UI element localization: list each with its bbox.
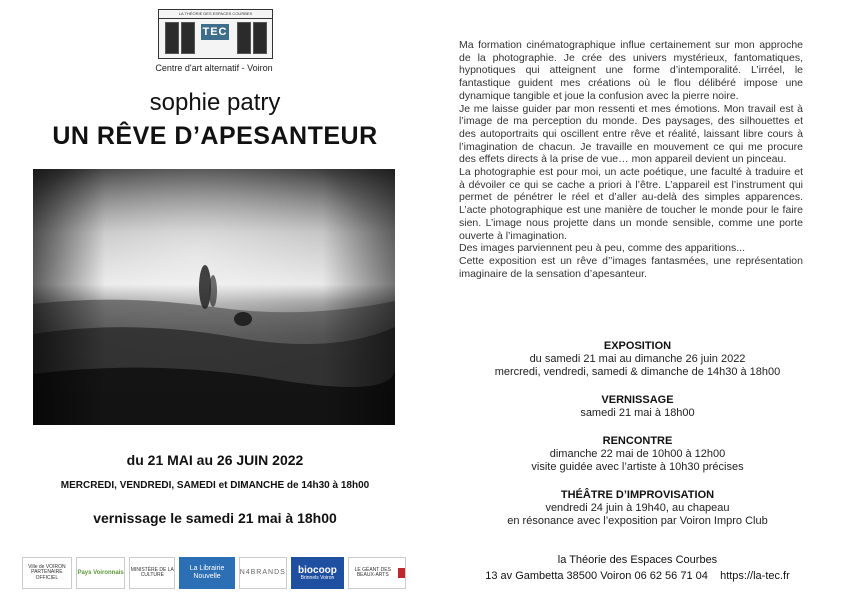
partner-librairie: La Librairie Nouvelle bbox=[179, 557, 235, 589]
logo-band: LA THÉORIE DES ESPACES COURBES bbox=[159, 10, 272, 19]
partner-biocoop bbox=[291, 557, 345, 589]
exhibition-title: UN RÊVE D’APESANTEUR bbox=[52, 122, 378, 150]
biocoop-sub: Brinnels Voiron bbox=[300, 574, 335, 581]
theatre-heading: THÉÂTRE D’IMPROVISATION bbox=[560, 489, 715, 501]
venue-name: la Théorie des Espaces Courbes bbox=[557, 554, 718, 566]
partner-n4brands: N4BRANDS bbox=[239, 557, 287, 589]
theatre-date: vendredi 24 juin à 19h40, au chapeau bbox=[545, 502, 730, 514]
geant-icon bbox=[398, 568, 405, 578]
dates-main: du 21 MAI au 26 JUIN 2022 bbox=[126, 452, 304, 468]
logo-window bbox=[181, 22, 195, 54]
rencontre-section bbox=[450, 435, 825, 474]
logo-window bbox=[253, 22, 267, 54]
partner-pays-voironnais: Pays Voironnais bbox=[76, 557, 126, 589]
rencontre-heading: RENCONTRE bbox=[602, 435, 673, 447]
theatre-description: en résonance avec l’exposition par Voiron Impro Club bbox=[507, 515, 768, 527]
statement-paragraph: Des images parviennent peu à peu, comme des apparitions... bbox=[459, 242, 745, 255]
geant-label: LE GÉANT DES BEAUX-ARTS bbox=[354, 566, 391, 578]
exposition-section bbox=[450, 340, 825, 379]
tec-logo bbox=[158, 9, 273, 59]
statement-paragraph: La photographie est pour moi, un acte poétique, une faculté à traduire et à dévoiler ce qui se cache a priori à l’être. L’appareil est l’instrument qui permet de pénétrer le réel et d’aller au-delà des simples apparences. L’acte photographique est une manière de toucher le monde pour le faire sien. L’image nous projette dans un monde sensible, comme une porte ouverte à l’imagination. bbox=[459, 166, 803, 242]
exposition-heading: EXPOSITION bbox=[603, 340, 672, 352]
logo-window bbox=[237, 22, 251, 54]
theatre-section bbox=[450, 489, 825, 528]
logo-badge: TEC bbox=[202, 26, 228, 38]
artist-statement bbox=[459, 39, 803, 280]
vernissage-main: vernissage le samedi 21 mai à 18h00 bbox=[93, 510, 337, 526]
partner-geant bbox=[348, 557, 406, 589]
vernissage-section bbox=[450, 394, 825, 420]
exhibition-photo bbox=[33, 169, 395, 425]
vernissage-date: samedi 21 mai à 18h00 bbox=[580, 407, 695, 419]
artist-name: sophie patry bbox=[149, 89, 281, 116]
statement-paragraph: Je me laisse guider par mon ressenti et mes émotions. Mon travail est à l’image de ma perception du monde. Des paysages, des silhouettes et des autoportraits qui oscillent entre rêve et réalité, laissant libre cours à l’imagination de chacun. Je travaille en mouvement ce qui me procure des effets directs à la prise de vue… mon appareil devient un pinceau. bbox=[459, 102, 803, 166]
biocoop-label: biocoop bbox=[298, 564, 337, 576]
statement-paragraph: Ma formation cinématographique influe certainement sur mon approche de la photographie. Je crée des univers mystérieux, fantomatiques, hypnotiques qui atteignent une forme d’intemporalité. L’irréel, le fantastique guident mes créations où le flou délibéré impose une dynamique tangible et joue la confusion avec la pierre noire. bbox=[459, 39, 803, 102]
exposition-dates: du samedi 21 mai au dimanche 26 juin 2022 bbox=[529, 353, 746, 365]
vernissage-heading: VERNISSAGE bbox=[601, 394, 674, 406]
exposition-hours: mercredi, vendredi, samedi & dimanche de 14h30 à 18h00 bbox=[494, 366, 781, 378]
statement-paragraph: Cette exposition est un rêve d’’images fantasmées, une représentation imaginaire de la sensation d’apesanteur. bbox=[459, 254, 803, 280]
rencontre-visit: visite guidée avec l’artiste à 10h30 précises bbox=[531, 461, 744, 473]
venue-address: 13 av Gambetta 38500 Voiron 06 62 56 71 04 https://la-tec.fr bbox=[485, 570, 790, 582]
hours-main: MERCREDI, VENDREDI, SAMEDI et DIMANCHE de 14h30 à 18h00 bbox=[60, 480, 370, 491]
partner-voiron: Ville de VOIRON PARTENAIRE OFFICIEL bbox=[22, 557, 72, 589]
partner-ministere: MINISTÈRE DE LA CULTURE bbox=[129, 557, 175, 589]
logo-caption: Centre d'art alternatif - Voiron bbox=[155, 63, 273, 73]
rencontre-date: dimanche 22 mai de 10h00 à 12h00 bbox=[549, 448, 726, 460]
logo-window bbox=[165, 22, 179, 54]
partner-logos bbox=[22, 557, 406, 589]
